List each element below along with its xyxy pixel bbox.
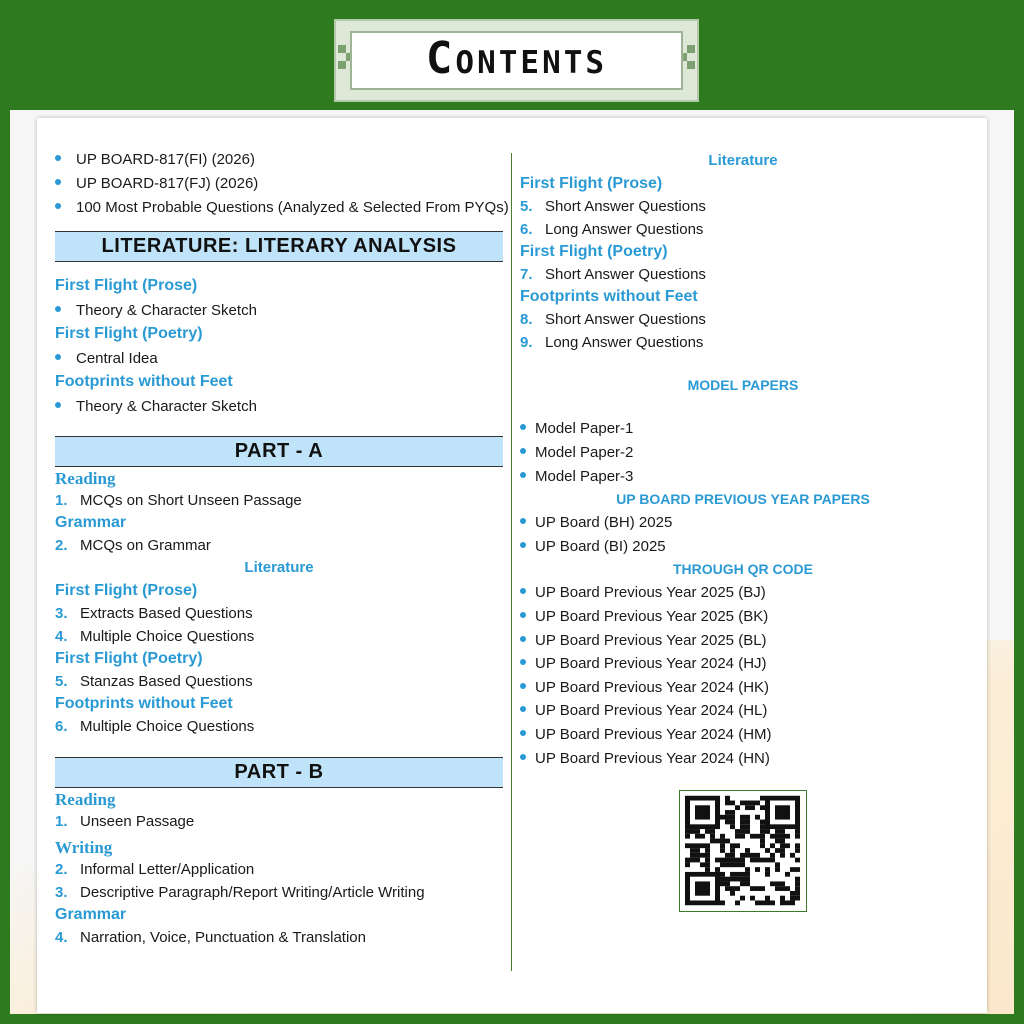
section-heading: First Flight (Prose) — [55, 582, 198, 599]
list-item: 6. Multiple Choice Questions — [55, 718, 255, 735]
list-item: UP BOARD-817(FJ) (2026) — [55, 175, 258, 192]
section-heading: Footprints without Feet — [55, 373, 233, 390]
section-heading: Writing — [55, 838, 113, 857]
list-item: 100 Most Probable Questions (Analyzed & Selected From PYQs) — [55, 199, 509, 216]
list-item: 1. MCQs on Short Unseen Passage — [55, 492, 302, 509]
list-item: UP Board Previous Year 2025 (BK) — [520, 608, 768, 625]
list-item: Theory & Character Sketch — [55, 302, 257, 319]
list-item: 8. Short Answer Questions — [520, 311, 706, 328]
list-item: 3. Descriptive Paragraph/Report Writing/Article Writing — [55, 884, 425, 901]
contents-page — [37, 118, 987, 1013]
section-heading: Grammar — [55, 514, 127, 531]
list-item: Central Idea — [55, 350, 158, 367]
list-item: 9. Long Answer Questions — [520, 334, 704, 351]
list-item: 4. Narration, Voice, Punctuation & Translation — [55, 929, 366, 946]
qr-code-graphic — [680, 791, 805, 910]
list-item: 1. Unseen Passage — [55, 813, 195, 830]
list-item: UP Board Previous Year 2024 (HK) — [520, 679, 769, 696]
list-item: Theory & Character Sketch — [55, 398, 257, 415]
list-item: 6. Long Answer Questions — [520, 221, 704, 238]
list-item: 4. Multiple Choice Questions — [55, 628, 255, 645]
section-heading: First Flight (Poetry) — [520, 243, 668, 260]
section-heading: Literature — [244, 559, 314, 576]
section-bar-part-a: PART - A — [55, 436, 503, 467]
list-item: Model Paper-1 — [520, 420, 633, 437]
section-heading: First Flight (Poetry) — [55, 650, 203, 667]
list-item: 7. Short Answer Questions — [520, 266, 706, 283]
column-divider — [511, 153, 512, 971]
section-heading: THROUGH QR CODE — [673, 561, 813, 577]
section-heading: Grammar — [55, 906, 127, 923]
section-heading: Reading — [55, 469, 116, 488]
list-item: UP Board Previous Year 2024 (HJ) — [520, 655, 767, 672]
list-item: UP Board Previous Year 2024 (HN) — [520, 750, 770, 767]
header-banner — [334, 19, 699, 102]
list-item: UP Board Previous Year 2024 (HM) — [520, 726, 772, 743]
list-item: UP Board (BI) 2025 — [520, 538, 666, 555]
list-item: UP Board Previous Year 2025 (BJ) — [520, 584, 766, 601]
list-item: 3. Extracts Based Questions — [55, 605, 253, 622]
list-item: UP BOARD-817(FI) (2026) — [55, 151, 255, 168]
list-item: 2. MCQs on Grammar — [55, 537, 211, 554]
list-item: UP Board Previous Year 2025 (BL) — [520, 632, 767, 649]
section-heading: Reading — [55, 790, 116, 809]
section-bar-part-b: PART - B — [55, 757, 503, 788]
list-item: Model Paper-2 — [520, 444, 633, 461]
list-item: UP Board (BH) 2025 — [520, 514, 672, 531]
section-heading: Footprints without Feet — [520, 288, 698, 305]
list-item: 2. Informal Letter/Application — [55, 861, 255, 878]
section-heading: MODEL PAPERS — [687, 377, 799, 393]
section-bar-literary: LITERATURE: LITERARY ANALYSIS — [55, 231, 503, 262]
section-heading: First Flight (Prose) — [55, 277, 198, 294]
section-heading: Literature — [708, 152, 778, 169]
list-item: Model Paper-3 — [520, 468, 633, 485]
section-heading: UP BOARD PREVIOUS YEAR PAPERS — [616, 491, 870, 507]
qr-code — [679, 790, 807, 912]
list-item: UP Board Previous Year 2024 (HL) — [520, 702, 767, 719]
page-title: Contents — [425, 33, 608, 84]
list-item: 5. Short Answer Questions — [520, 198, 706, 215]
section-heading: First Flight (Poetry) — [55, 325, 203, 342]
section-heading: Footprints without Feet — [55, 695, 233, 712]
section-heading: First Flight (Prose) — [520, 175, 663, 192]
list-item: 5. Stanzas Based Questions — [55, 673, 253, 690]
